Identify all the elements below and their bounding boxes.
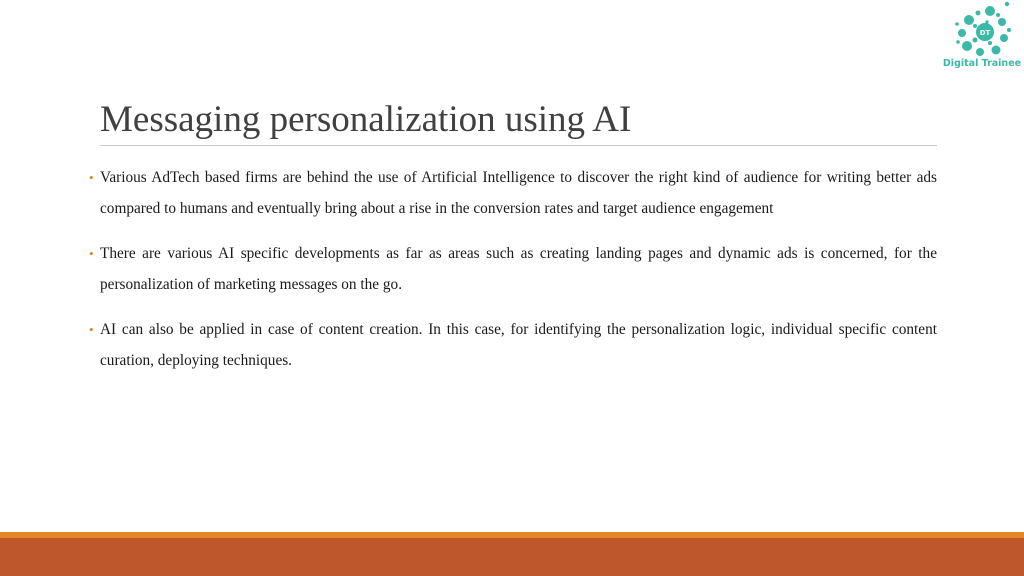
bullet-item xyxy=(89,238,937,300)
logo-badge-text: DT xyxy=(979,29,991,37)
title-divider xyxy=(100,145,937,146)
slide-title: Messaging personalization using AI xyxy=(100,99,632,140)
bullet-text: Various AdTech based firms are behind the use of Artificial Intelligence to discover the right kind of audience for writing better ads compared to humans and eventually bring about a rise in the conversion rates and target audience engagement xyxy=(100,169,937,217)
bullet-text: AI can also be applied in case of content creation. In this case, for identifying the personalization logic, individual specific content curation, deploying techniques. xyxy=(100,321,937,369)
bullet-marker: • xyxy=(89,322,94,337)
bullet-marker: • xyxy=(89,246,94,261)
bullet-text: There are various AI specific developments as far as areas such as creating landing pages and dynamic ads is concerned, for the personalization of marketing messages on the go. xyxy=(100,245,937,293)
bullet-item xyxy=(89,314,937,376)
logo-icon xyxy=(940,0,1024,60)
footer-band xyxy=(0,538,1024,576)
bullet-list xyxy=(89,162,937,390)
bullet-marker: • xyxy=(89,170,94,185)
logo-text: Digital Trainee xyxy=(942,58,1022,69)
company-logo xyxy=(940,0,1024,74)
bullet-item xyxy=(89,162,937,224)
